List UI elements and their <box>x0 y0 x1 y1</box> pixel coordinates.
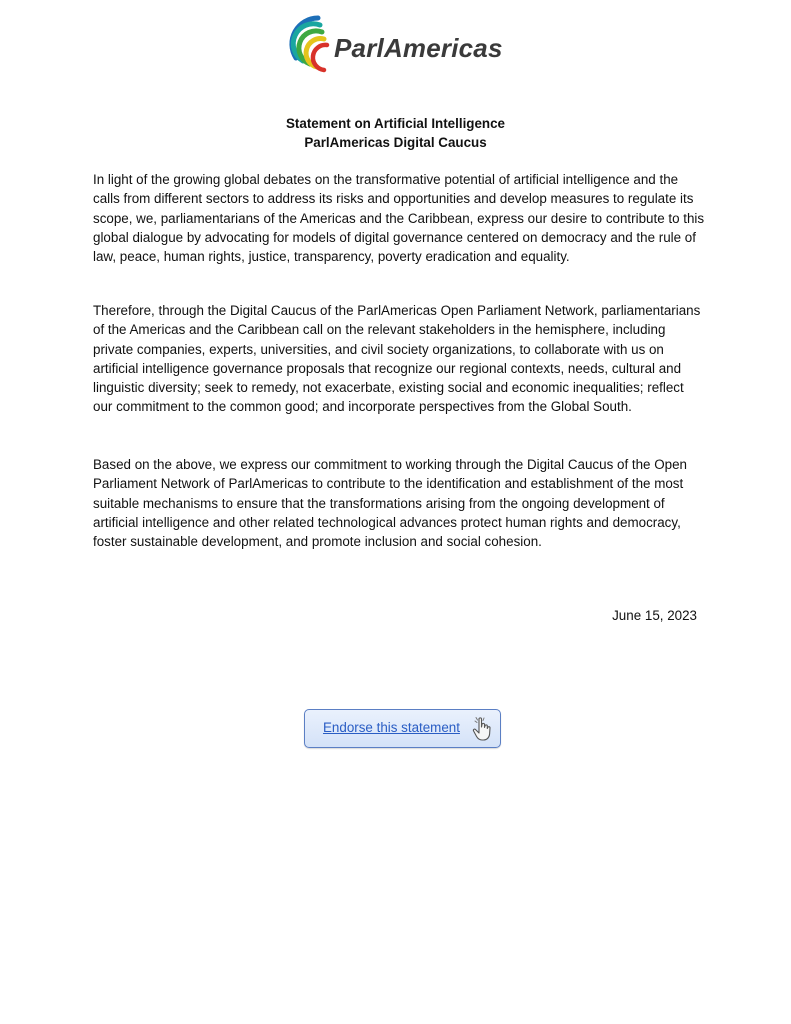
endorse-statement-button[interactable] <box>304 709 501 748</box>
statement-date: June 15, 2023 <box>612 608 697 623</box>
logo-text: ParlAmericas <box>334 33 503 63</box>
paragraph-2: Therefore, through the Digital Caucus of the ParlAmericas Open Parliament Network, parliamentarians of the Americas and the Caribbean call on the relevant stakeholders in the hemisphere, including private companies, experts, universities, and civil society organizations, to collaborate with us on artificial intelligence governance proposals that recognize our regional contexts, needs, cultural and linguistic diversity; seek to remedy, not exacerbate, existing social and economic inequalities; reflect our commitment to the common good; and incorporate perspectives from the Global South. <box>93 303 701 415</box>
parlamericas-logo <box>284 12 524 80</box>
document-subtitle: ParlAmericas Digital Caucus <box>304 135 487 150</box>
paragraph-1: In light of the growing global debates on the transformative potential of artificial intelligence and the calls from different sectors to address its risks and opportunities and develop measures to regulate its scope, we, parliamentarians of the Americas and the Caribbean, express our desire to contribute to this global dialogue by advocating for models of digital governance centered on democracy and the rule of law, peace, human rights, justice, transparency, poverty eradication and equality. <box>93 172 705 265</box>
paragraph-3: Based on the above, we express our commitment to working through the Digital Caucus of the Open Parliament Network of ParlAmericas to contribute to the identification and establishment of the most suitable mechanisms to ensure that the transformations arising from the ongoing development of artificial intelligence and other related technological advances protect human rights and democracy, foster sustainable development, and promote inclusion and social cohesion. <box>93 457 687 550</box>
document-heading <box>0 114 791 152</box>
endorse-statement-link[interactable]: Endorse this statement <box>323 720 460 735</box>
document-title: Statement on Artificial Intelligence <box>285 116 505 131</box>
hand-pointer-icon <box>471 716 493 742</box>
